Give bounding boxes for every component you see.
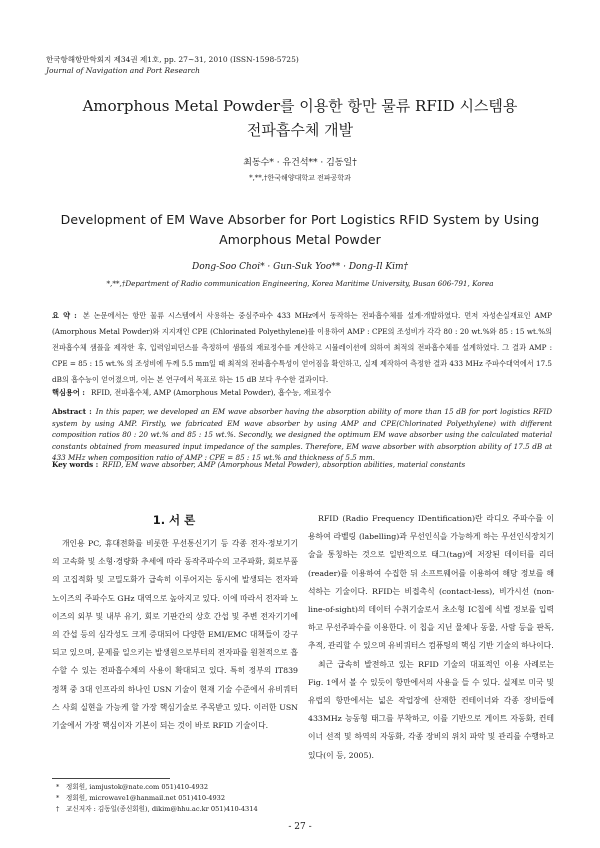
footnote-item	[56, 804, 258, 815]
footnote-text: 정회원, microwave1@hanmail.net 051)410-4932	[66, 794, 226, 802]
footnote-mark: *	[56, 783, 60, 791]
abstract-korean	[52, 308, 552, 388]
journal-name-en: Journal of Navigation and Port Research	[46, 66, 200, 75]
footnote-mark: †	[56, 805, 60, 813]
title-english-line1: Development of EM Wave Absorber for Port Logistics RFID System by Using	[60, 212, 540, 227]
footnote-item	[56, 782, 258, 793]
keywords-english-text: RFID, EM wave absorber, AMP (Amorphous Metal Powder), absorption abilities, material constants	[102, 460, 466, 469]
footnote-item	[56, 793, 258, 804]
title-korean	[40, 94, 560, 142]
journal-header	[46, 54, 299, 76]
abstract-korean-label: 요 약 :	[52, 311, 77, 320]
footnote-text: 교신저자 : 김동일(종신회원), dikim@hhu.ac.kr 051)410-4314	[66, 805, 258, 813]
journal-citation: 한국항해항만학회지 제34권 제1호, pp. 27~31, 2010 (ISSN-1598-5725)	[46, 55, 299, 64]
title-english	[50, 210, 550, 250]
authors-korean: 최동수* · 유건석** · 김동일†	[243, 158, 357, 168]
title-english-line2: Amorphous Metal Powder	[219, 232, 381, 247]
footnotes	[56, 782, 258, 815]
page-number: - 27 -	[288, 822, 312, 832]
abstract-korean-text: 본 논문에서는 항만 물류 시스템에서 사용하는 중심주파수 433 MHz에서 동작하는 전파흡수체를 설계·개발하였다. 먼저 자성손실재료인 AMP (Amorphous Metal Powder)와 지지재인 CPE (Chlorinated Polyethylene)를 이용하여 AMP : CPE의 조성비가 각각 80 : 20 wt.%와 85 : 15 wt.%의 전파흡수체 샘플을 제작한 후, 입력임피던스를 측정하여 샘플의 재료정수를 계산하고 시뮬레이션에 의하여 최적의 전파흡수체를 설계하였다. 그 결과 AMP : CPE = 85 : 15 wt.% 의 조성비에 두께 5.5 mm일 때 최적의 전파흡수특성이 얻어짐을 확인하고, 실제 제작하여 측정한 결과 433 MHz 주파수대역에서 17.5 dB의 흡수능이 얻어졌으며, 이는 본 연구에서 목표로 하는 15 dB 보다 우수한 결과이다.	[52, 311, 553, 384]
affiliation-korean: *,**,†한국해양대학교 전파공학과	[249, 174, 351, 182]
footnote-text: 정회원, iamjustok@nate.com 051)410-4932	[66, 783, 209, 791]
keywords-korean-label: 핵심용어 :	[52, 388, 85, 397]
footnote-mark: *	[56, 794, 60, 802]
body-paragraph: RFID (Radio Frequency IDentification)란 라디오 주파수를 이용하여 라벨링 (labelling)과 무선인식을 가능하게 하는 무선인식장치기술을 통칭하는 것으로 일반적으로 태그(tag)에 저장된 데이터를 리더 (reader)를 이용하여 수집한 뒤 소프트웨어를 이용하여 해당 정보를 해석하는 기술이다. RFID는 비접촉식 (contact-less), 비가시선 (non-line-of-sight)의 데이터 수취기술로서 초소형 IC칩에 식별 정보를 입력하고 무선주파수를 이용한다. 이 칩을 지닌 물체나 동물, 사람 등을 판독, 추적, 관리할 수 있으며 유비쿼터스 컴퓨팅의 핵심 기반 기술의 하나이다.	[308, 514, 554, 651]
body-column-left: 개인용 PC, 휴대전화를 비롯한 무선통신기기 등 각종 전자·정보기기의 고속화 및 소형·경량화 추세에 따라 동작주파수의 고주파화, 회로부품의 고집적화 및 고밀도화가 급속히 이루어지는 동시에 발생되는 전자파 노이즈의 주파수도 GHz 대역으로 높아지고 있다. 이에 따라서 전자파 노이즈의 외부 및 내부 유기, 회로 기판간의 상호 간섭 및 주변 전자기기에의 간섭 등의 심각성도 크게 증대되어 다양한 EMI/EMC 대책들이 강구되고 있으며, 문제를 일으키는 발생원으로부터의 전자파를 원천적으로 흡수할 수 있는 전파흡수체의 사용이 확대되고 있다. 특히 정부의 IT839 정책 중 3대 인프라의 하나인 USN 기술이 현재 기술 수준에서 유비쿼터스 사회 실현을 가능케 할 가장 핵심기술로 주목받고 있다. 이러한 USN 기술에서 가장 핵심이자 기본이 되는 것이 바로 RFID 기술이다.	[52, 539, 298, 731]
abstract-english-label: Abstract :	[52, 407, 92, 416]
keywords-korean	[52, 388, 552, 398]
affiliation-english: *,**,†Department of Radio communication Engineering, Korea Maritime University, Busan 606-791, Korea	[106, 279, 494, 288]
title-korean-line2: 전파흡수체 개발	[246, 121, 354, 139]
title-korean-line1: Amorphous Metal Powder를 이용한 항만 물류 RFID 시스템용	[82, 97, 518, 115]
keywords-english	[52, 460, 552, 469]
authors-english: Dong-Soo Choi* · Gun-Suk Yoo** · Dong-Il Kim†	[192, 262, 408, 272]
body-column-right	[308, 510, 554, 765]
footnote-divider	[52, 778, 170, 779]
keywords-korean-text: RFID, 전파흡수체, AMP (Amorphous Metal Powder), 흡수능, 재료정수	[90, 388, 332, 397]
body-paragraph: 최근 급속히 발전하고 있는 RFID 기술의 대표적인 이용 사례로는 Fig. 1에서 볼 수 있듯이 항만에서의 사용을 들 수 있다. 실제로 미국 및 유럽의 항만에서는 넓은 작업장에 산재한 컨테이너와 각종 장비들에 433MHz 능동형 태그를 부착하고, 이를 기반으로 게이트 자동화, 컨테이너 선적 및 하역의 자동화, 각종 장비의 위치 파악 및 관리를 수행하고 있다(이 등, 2005).	[308, 659, 554, 760]
abstract-english-text: In this paper, we developed an EM wave absorber having the absorption ability of more than 15 dB for port logistics RFID system by using AMP. Firstly, we fabricated EM wave absorber by using AMP and CPE(Chlorinated Polyethylene) with different composition ratios 80 : 20 wt.% and 85 : 15 wt.%. Secondly, we designed the optimum EM wave absorber using the calculated material constants obtained from measured input impedance of the samples. Therefore, EM wave absorber with absorption ability of 17.5 dB at 433 MHz when composition ratio of AMP : CPE = 85 : 15 wt.% and thickness of 5.5 mm.	[52, 407, 553, 462]
section-heading-introduction: 1. 서 론	[152, 513, 196, 527]
keywords-english-label: Key words :	[52, 460, 99, 469]
abstract-english	[52, 406, 552, 464]
